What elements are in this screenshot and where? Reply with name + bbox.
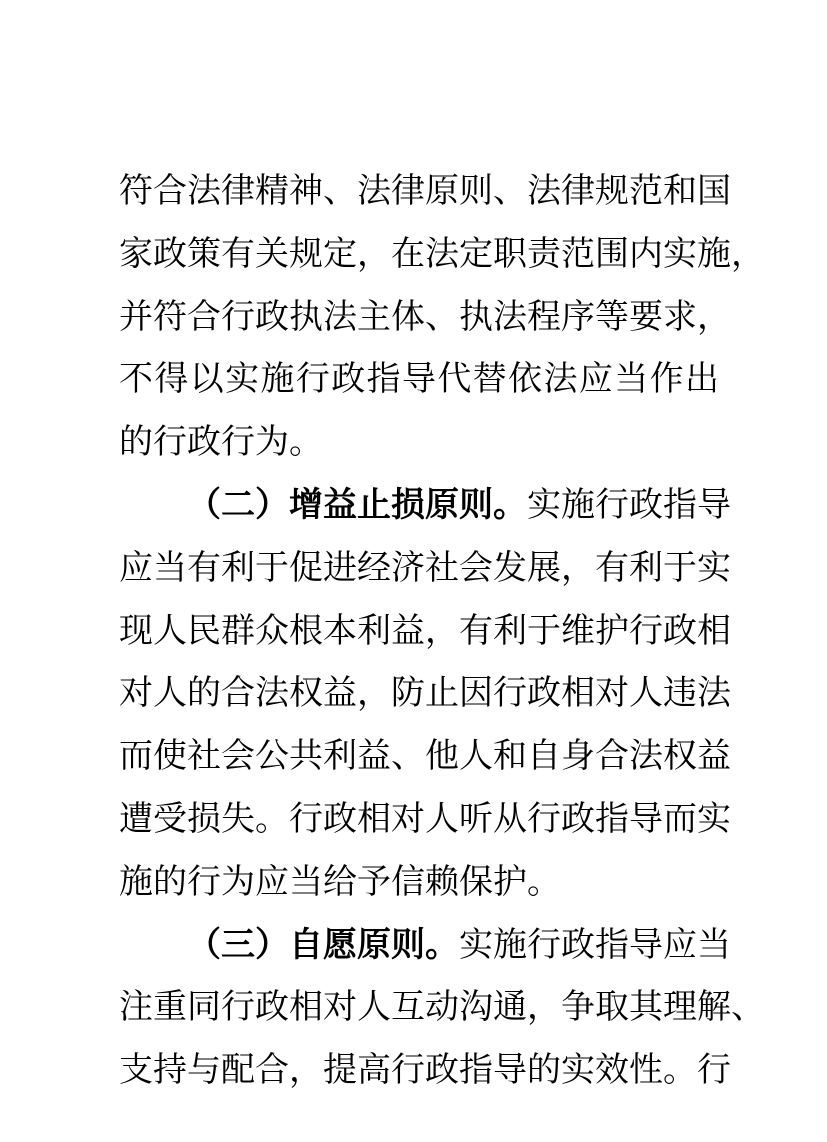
section-text: 实施行政指导 (527, 484, 731, 525)
text-line: 符合法律精神、法律原则、法律规范和国 (119, 171, 731, 211)
body-text (119, 160, 765, 1102)
section-text: 实施行政指导应当 (459, 924, 731, 965)
text-line: 现人民群众根本利益，有利于维护行政相 (119, 610, 731, 651)
text-line: 不得以实施行政指导代替依法应当作出 (119, 359, 719, 400)
text-line: 对人的合法权益，防止因行政相对人违法 (119, 673, 731, 714)
text-line: 家政策有关规定，在法定职责范围内实施， (119, 233, 765, 274)
section-line (119, 914, 731, 977)
text-line: 施的行为应当给予信赖保护。 (119, 861, 561, 902)
text-line: 注重同行政相对人互动沟通，争取其理解、 (119, 987, 765, 1028)
text-line: 而使社会公共利益、他人和自身合法权益 (119, 736, 731, 777)
text-line: 并符合行政执法主体、执法程序等要求， (119, 296, 731, 337)
section-heading: （二）增益止损原则。 (187, 484, 527, 525)
section-line (119, 474, 731, 537)
text-line: 支持与配合，提高行政指导的实效性。行 (119, 1050, 731, 1091)
text-line: 遭受损失。行政相对人听从行政指导而实 (119, 798, 731, 839)
text-line: 应当有利于促进经济社会发展，有利于实 (119, 547, 731, 588)
section-heading: （三）自愿原则。 (187, 924, 459, 965)
text-line: 的行政行为。 (119, 422, 323, 463)
